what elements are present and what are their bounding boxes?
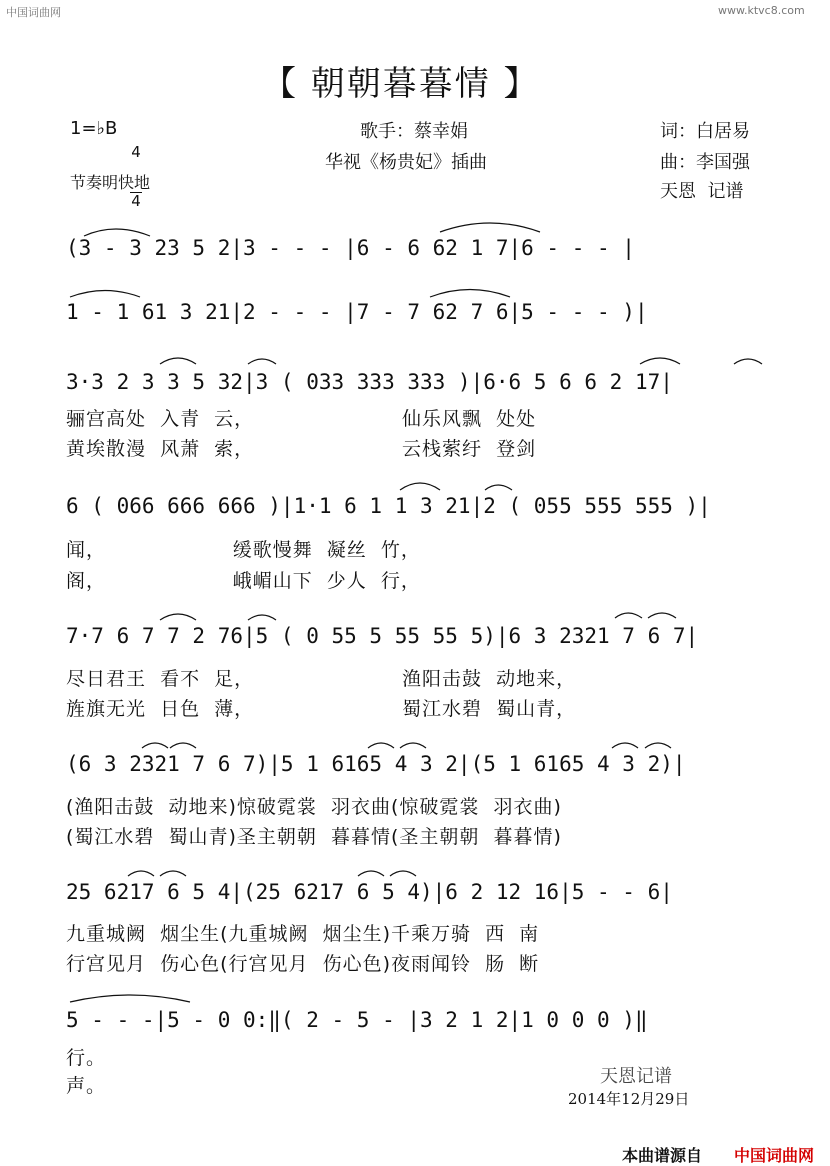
lyrics-line-8-verse-2: 声。 bbox=[66, 1075, 107, 1097]
lyrics-line-8-verse-1: 行。 bbox=[66, 1047, 107, 1069]
lyrics-line-6-verse-1: (渔阳击鼓 动地来)惊破霓裳 羽衣曲(惊破霓裳 羽衣曲) bbox=[66, 796, 562, 818]
slur-mark bbox=[640, 358, 680, 364]
source-credit: 华视《杨贵妃》插曲 bbox=[325, 152, 487, 173]
lyrics-line-3-verse-1: 骊宫高处 入青 云， 仙乐风飘 处处 bbox=[66, 408, 537, 430]
tempo-marking: 节奏明快地 bbox=[70, 173, 151, 192]
slur-mark bbox=[734, 359, 762, 364]
stave-line-8: 5 - - -|5 - 0 0:‖( 2 - 5 - |3 2 1 2|1 0 0 0 )‖ bbox=[66, 1008, 648, 1032]
lyricist-credit: 词：白居易 bbox=[660, 121, 750, 142]
transcription-date: 2014年12月29日 bbox=[568, 1090, 690, 1108]
singer-credit: 歌手：蔡幸娟 bbox=[360, 121, 468, 142]
time-signature bbox=[130, 112, 142, 225]
slur-mark bbox=[170, 743, 196, 748]
composer-credit: 曲：李国强 bbox=[660, 152, 750, 173]
slur-mark bbox=[645, 743, 671, 748]
slur-mark bbox=[84, 229, 150, 236]
transcriber-credit: 天恩 记谱 bbox=[660, 181, 744, 202]
slur-mark bbox=[390, 871, 416, 876]
stave-line-3: 3·3 2 3 3 5 32|3 ( 033 333 333 )|6·6 5 6 6 2 17| bbox=[66, 370, 673, 394]
slur-mark bbox=[440, 223, 540, 232]
slur-mark bbox=[400, 743, 426, 748]
slur-mark bbox=[248, 359, 276, 364]
slur-mark bbox=[160, 871, 186, 876]
key-signature: 1=♭B bbox=[70, 118, 118, 139]
site-url-header: www.ktvc8.com bbox=[718, 4, 805, 17]
slur-mark bbox=[615, 613, 642, 618]
slur-mark bbox=[160, 614, 196, 620]
stave-line-5: 7·7 6 7 7 2 76|5 ( 0 55 5 55 55 5)|6 3 2321 7 6 7| bbox=[66, 624, 699, 648]
footer-brand-link[interactable]: 中国词曲网 bbox=[734, 1146, 815, 1165]
slur-mark bbox=[400, 483, 440, 490]
slur-mark bbox=[358, 871, 384, 876]
lyrics-line-4-verse-2: 阁， 峨嵋山下 少人 行， bbox=[66, 570, 421, 592]
transcriber-signature: 天恩记谱 bbox=[600, 1066, 672, 1087]
slur-mark bbox=[160, 358, 196, 364]
slur-mark bbox=[142, 743, 168, 748]
lyrics-line-5-verse-1: 尽日君王 看不 足， 渔阳击鼓 动地来， bbox=[66, 668, 577, 690]
stave-line-7: 25 6217 6 5 4|(25 6217 6 5 4)|6 2 12 16|5 - - 6| bbox=[66, 880, 673, 904]
stave-line-1: (3 - 3 23 5 2|3 - - - |6 - 6 62 1 7|6 - - - | bbox=[66, 236, 635, 260]
lyrics-line-4-verse-1: 闻， 缓歌慢舞 凝丝 竹， bbox=[66, 539, 421, 561]
slur-mark bbox=[368, 743, 394, 748]
footer-source-prefix: 本曲谱源自 bbox=[622, 1146, 703, 1165]
slur-mark bbox=[485, 485, 512, 490]
slur-mark bbox=[612, 743, 638, 748]
site-name-header: 中国词曲网 bbox=[6, 6, 61, 19]
song-title: 【 朝朝暮暮情 】 bbox=[262, 64, 540, 104]
lyrics-line-7-verse-1: 九重城阙 烟尘生(九重城阙 烟尘生)千乘万骑 西 南 bbox=[66, 923, 540, 945]
lyrics-line-6-verse-2: (蜀江水碧 蜀山青)圣主朝朝 暮暮情(圣主朝朝 暮暮情) bbox=[66, 826, 562, 848]
time-signature-top: 4 bbox=[131, 143, 141, 161]
slur-mark bbox=[648, 613, 676, 618]
slur-mark bbox=[248, 615, 276, 620]
stave-line-4: 6 ( 066 666 666 )|1·1 6 1 1 3 21|2 ( 055 555 555 )| bbox=[66, 494, 711, 518]
stave-line-2: 1 - 1 61 3 21|2 - - - |7 - 7 62 7 6|5 - - - )| bbox=[66, 300, 648, 324]
stave-line-6: (6 3 2321 7 6 7)|5 1 6165 4 3 2|(5 1 6165 4 3 2)| bbox=[66, 752, 686, 776]
lyrics-line-7-verse-2: 行宫见月 伤心色(行宫见月 伤心色)夜雨闻铃 肠 断 bbox=[66, 953, 540, 975]
slur-mark bbox=[70, 995, 190, 1002]
lyrics-line-3-verse-2: 黄埃散漫 风萧 索， 云栈萦纡 登剑 bbox=[66, 438, 537, 460]
time-signature-bottom: 4 bbox=[131, 192, 141, 210]
slur-mark bbox=[430, 290, 510, 298]
slur-mark bbox=[70, 291, 140, 298]
slur-mark bbox=[128, 871, 154, 876]
lyrics-line-5-verse-2: 旌旗无光 日色 薄， 蜀江水碧 蜀山青， bbox=[66, 698, 577, 720]
